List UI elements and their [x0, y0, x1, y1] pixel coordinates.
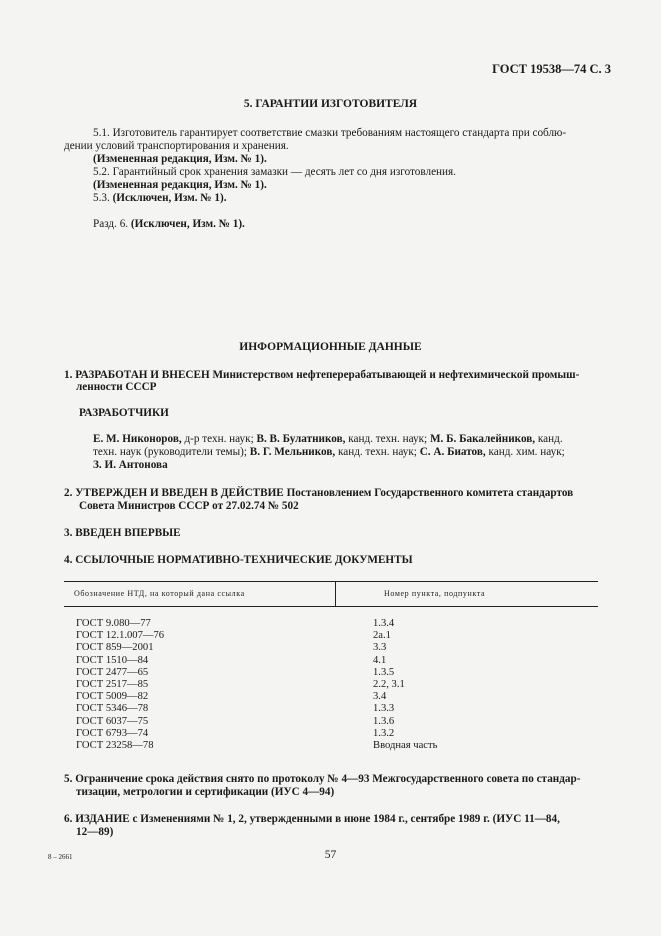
- developer-rank: канд.: [535, 433, 563, 445]
- developers-line-2: [93, 446, 565, 459]
- table-col2-header: Номер пункта, подпункта: [384, 589, 486, 598]
- developer-rank: канд. техн. наук;: [335, 446, 420, 458]
- table-col1-header: Обозначение НТД, на который дана ссылка: [74, 589, 245, 598]
- table-cell-doc: ГОСТ 6793—74: [76, 727, 149, 739]
- table-cell-ref: 2.2, 3.1: [373, 679, 405, 691]
- info-item-5-line2: тизации, метрологии и сертификации (ИУС 4—94): [76, 786, 335, 798]
- table-cell-ref: 1.3.3: [373, 703, 395, 715]
- developer-name: С. А. Биатов,: [419, 446, 486, 458]
- developer-name-last: З. И. Антонова: [93, 459, 168, 471]
- table-cell-doc: ГОСТ 5346—78: [76, 703, 149, 715]
- developer-name: М. Б. Бакалейников,: [429, 433, 536, 445]
- table-cell-ref: 2a.1: [373, 630, 391, 642]
- table-cell-doc: ГОСТ 5009—82: [76, 691, 149, 703]
- footer-print-code: 8 – 2661: [48, 853, 73, 861]
- table-header-border: [64, 606, 598, 607]
- edit-note-2: (Измененная редакция, Изм. № 1).: [93, 179, 267, 191]
- page-number: 57: [324, 849, 337, 861]
- table-cell-doc: ГОСТ 9.080—77: [76, 618, 151, 629]
- table-cell-ref: 1.3.2: [373, 727, 395, 739]
- paragraph-5-1-line2: дении условий транспортирования и хранения.: [64, 140, 289, 152]
- document-header: ГОСТ 19538—74 С. 3: [492, 62, 611, 76]
- table-cell-ref: Вводная часть: [373, 740, 438, 752]
- table-cell-doc: ГОСТ 2517—85: [76, 679, 149, 691]
- info-item-6-line1: 6. ИЗДАНИЕ с Изменениями № 1, 2, утвержденными в июне 1984 г., сентябре 1989 г. (ИУС 11—84,: [64, 813, 560, 825]
- table-cell-ref: 1.3.5: [373, 666, 395, 678]
- section-6-note: [93, 218, 245, 231]
- table-cell-doc: ГОСТ 23258—78: [76, 740, 154, 752]
- developer-rank: канд. техн. наук;: [345, 433, 430, 445]
- paragraph-5-2: 5.2. Гарантийный срок хранения замазки — десять лет со дня изготовления.: [93, 166, 456, 178]
- developer-rank: канд. хим. наук;: [485, 446, 565, 458]
- section-6-label: Разд. 6.: [93, 218, 129, 230]
- developer-rank: техн. наук (руководители темы);: [93, 446, 250, 458]
- edit-note-1: (Измененная редакция, Изм. № 1).: [93, 153, 267, 165]
- table-cell-doc: ГОСТ 12.1.007—76: [76, 630, 165, 642]
- table-cell-ref: 3.4: [373, 691, 387, 703]
- paragraph-5-3: [93, 192, 227, 205]
- table-cell-ref: 1.3.6: [373, 715, 395, 727]
- paragraph-5-1-line1: 5.1. Изготовитель гарантирует соответствие смазки требованиям настоящего стандарта при соблю-: [93, 127, 567, 139]
- developer-name: Е. М. Никоноров,: [93, 433, 182, 445]
- table-top-border: [64, 581, 598, 582]
- table-column-divider: [335, 582, 336, 606]
- developer-name: В. Г. Мельников,: [249, 446, 336, 458]
- info-item-2-line1: 2. УТВЕРЖДЕН И ВВЕДЕН В ДЕЙСТВИЕ Постановлением Государственного комитета стандартов: [64, 487, 574, 499]
- info-item-3: 3. ВВЕДЕН ВПЕРВЫЕ: [64, 527, 181, 539]
- table-cell-ref: 1.3.4: [373, 618, 395, 629]
- developer-name: В. В. Булатников,: [256, 433, 346, 445]
- table-col1-values: [76, 618, 164, 752]
- info-item-5-line1: 5. Ограничение срока действия снято по протоколу № 4—93 Межгосударственного совета по стандар-: [64, 773, 581, 785]
- table-cell-doc: ГОСТ 1510—84: [76, 654, 149, 666]
- info-item-4: 4. ССЫЛОЧНЫЕ НОРМАТИВНО-ТЕХНИЧЕСКИЕ ДОКУМЕНТЫ: [64, 554, 413, 566]
- table-cell-doc: ГОСТ 2477—65: [76, 666, 149, 678]
- developers-title: РАЗРАБОТЧИКИ: [79, 407, 169, 419]
- section-5-title: 5. ГАРАНТИИ ИЗГОТОВИТЕЛЯ: [243, 98, 418, 110]
- paragraph-5-3-number: 5.3.: [93, 192, 110, 204]
- section-6-status: (Исключен, Изм. № 1).: [130, 218, 245, 230]
- paragraph-5-3-status: (Исключен, Изм. № 1).: [112, 192, 227, 204]
- info-item-1-line1: 1. РАЗРАБОТАН И ВНЕСЕН Министерством нефтеперерабатывающей и нефтехимической промыш-: [64, 369, 580, 381]
- info-data-title: ИНФОРМАЦИОННЫЕ ДАННЫЕ: [239, 341, 422, 353]
- info-item-1-line2: ленности СССР: [76, 381, 157, 393]
- info-item-2-line2: Совета Министров СССР от 27.02.74 № 502: [79, 500, 299, 512]
- table-cell-doc: ГОСТ 6037—75: [76, 715, 149, 727]
- developers-line-1: [93, 433, 563, 446]
- table-cell-doc: ГОСТ 859—2001: [76, 642, 154, 654]
- info-item-6-line2: 12—89): [76, 826, 114, 838]
- table-cell-ref: 4.1: [373, 654, 387, 666]
- developer-rank: д-р техн. наук;: [181, 433, 257, 445]
- table-cell-ref: 3.3: [373, 642, 387, 654]
- table-col2-values: [373, 618, 437, 752]
